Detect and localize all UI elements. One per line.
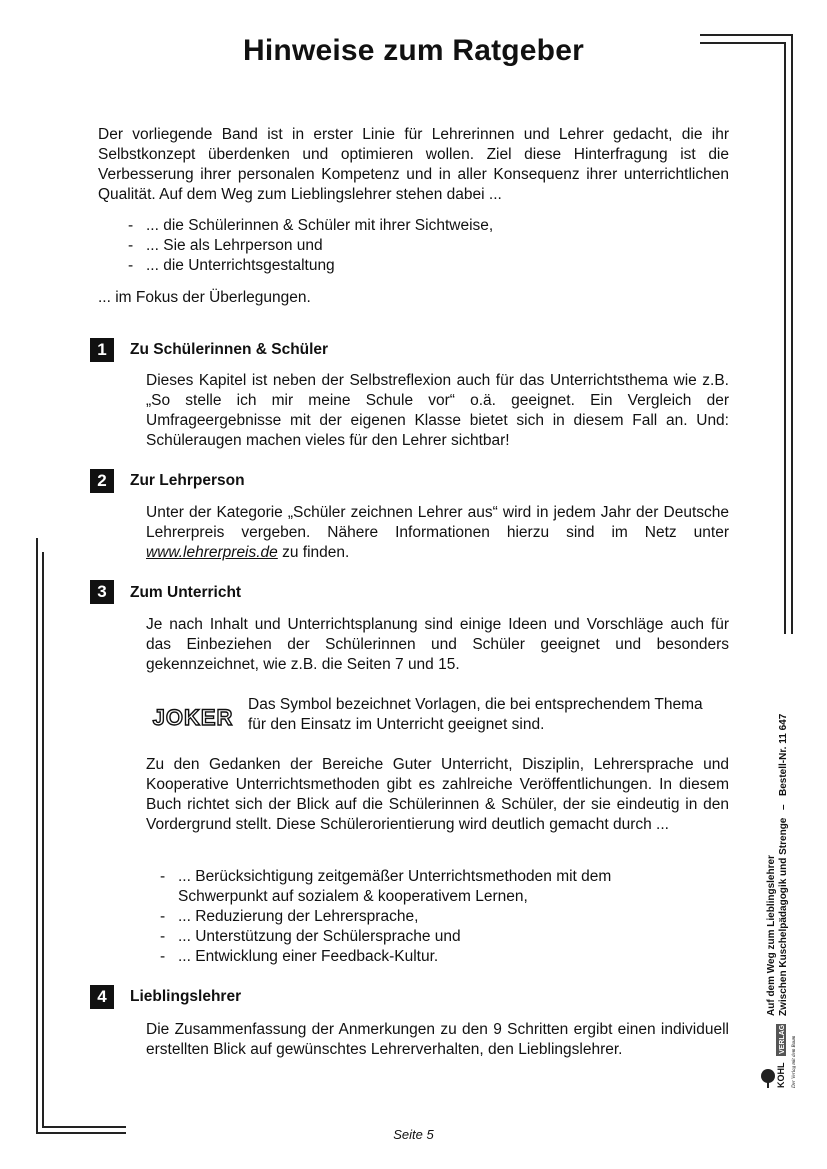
bullet-dash: -	[128, 237, 134, 254]
list-item	[128, 216, 728, 236]
bullet-text: ... Sie als Lehrperson und	[146, 237, 323, 254]
section-1-text: Dieses Kapitel ist neben der Selbstreflexion auch für das Unterrichtsthema wie z.B. „So stelle ich mir meine Schule vor“ o.ä. geeignet. Ein Vergleich der Umfrageergebnisse mit der eigenen Klasse bietet sich in diesem Fall an. Und: Schüleraugen machen vieles für den Lehrer sichtbar!	[146, 372, 729, 449]
list-item	[160, 867, 680, 907]
section-2-text-after: zu finden.	[277, 544, 350, 561]
lehrerpreis-link[interactable]: www.lehrerpreis.de	[146, 544, 278, 561]
section-title-4: Lieblingslehrer	[130, 988, 242, 1005]
bullet-dash: -	[160, 908, 166, 925]
bullet-text: ... Berücksichtigung zeitgemäßer Unterrichtsmethoden mit dem Schwerpunkt auf sozialem & kooperativem Lernen,	[178, 868, 612, 905]
section-number-1: 1	[90, 338, 114, 362]
intro-text: Der vorliegende Band ist in erster Linie für Lehrerinnen und Lehrer gedacht, die ihr Selbstkonzept überdenken und optimieren wollen. Ziel diese Hinterfragung ist die Verbesserung ihrer personalen Kompetenz und in aller Konsequenz ihrer unterrichtlichen Qualität. Auf dem Weg zum Lieblingslehrer stehen dabei ...	[98, 126, 729, 203]
section-4-paragraph	[146, 1020, 729, 1060]
bullet-dash: -	[160, 868, 166, 885]
list-item	[160, 947, 680, 967]
bullet-dash: -	[128, 217, 134, 234]
bullet-dash: -	[128, 257, 134, 274]
list-item	[128, 236, 728, 256]
list-item	[160, 907, 680, 927]
publisher-slogan: Der Verlag mit dem Baum	[792, 1035, 797, 1088]
frame-top-right-v1	[784, 44, 786, 634]
section-number-4: 4	[90, 985, 114, 1009]
section-number-2: 2	[90, 469, 114, 493]
section-number-3: 3	[90, 580, 114, 604]
section-3-bullet-list	[160, 867, 680, 967]
section-title-3: Zum Unterricht	[130, 584, 242, 601]
section-3-paragraph	[146, 615, 729, 675]
list-item	[128, 256, 728, 276]
tree-icon	[761, 1069, 775, 1088]
bullet-text: ... Entwicklung einer Feedback-Kultur.	[178, 948, 439, 965]
intro-closing-text: ... im Fokus der Überlegungen.	[98, 289, 311, 306]
joker-description	[248, 695, 718, 735]
page-number: Seite 5	[393, 1127, 434, 1142]
section-3-text-2: Zu den Gedanken der Bereiche Guter Unterricht, Disziplin, Lehrersprache und Kooperative Unterrichtsmethoden gibt es zahlreiche Veröffentlichungen. In diesem Buch richtet sich der Blick auf die Schülerinnen & Schüler, der sie eindeutig in den Vordergrund stellt. Diese Schülerorientierung wird deutlich gemacht durch ...	[146, 756, 729, 833]
sidebar-subtitle: Zwischen Kuschelpädagogik und Strenge	[778, 817, 789, 1016]
joker-text: Das Symbol bezeichnet Vorlagen, die bei entsprechendem Thema für den Einsatz im Unterricht geeignet sind.	[248, 696, 703, 733]
sidebar-title: Auf dem Weg zum Lieblingslehrer	[766, 855, 777, 1016]
section-1-paragraph	[146, 371, 729, 451]
bullet-text: ... die Schülerinnen & Schüler mit ihrer Sichtweise,	[146, 217, 494, 234]
sidebar-separator: –	[778, 804, 789, 810]
publisher-badge: VERLAG	[779, 1024, 786, 1054]
section-3-paragraph-2	[146, 755, 729, 835]
bullet-text: ... die Unterrichtsgestaltung	[146, 257, 335, 274]
frame-top-right-v2	[791, 34, 793, 634]
section-4-text: Die Zusammenfassung der Anmerkungen zu den 9 Schritten ergibt einen individuell erstellten Blick auf gewünschtes Lehrerverhalten, den Lieblingslehrer.	[146, 1021, 729, 1058]
page-title: Hinweise zum Ratgeber	[243, 34, 584, 67]
section-2-text	[146, 503, 729, 563]
section-title-1: Zu Schülerinnen & Schüler	[130, 341, 329, 358]
section-3-text: Je nach Inhalt und Unterrichtsplanung sind einige Ideen und Vorschläge auch für das Einbeziehen der Schülerinnen und Schüler geeignet und besonders gekennzeichnet, wie z.B. die Seiten 7 und 15.	[146, 616, 729, 673]
section-title-2: Zur Lehrperson	[130, 472, 245, 489]
publisher-name: KOHL	[776, 1062, 786, 1088]
publisher-sidebar	[760, 710, 802, 1090]
section-2-text-before: Unter der Kategorie „Schüler zeichnen Lehrer aus“ wird in jedem Jahr der Deutsche Lehrerpreis vergeben. Nähere Informationen hierzu sind im Netz unter	[146, 504, 729, 541]
frame-bottom-left-v1	[36, 538, 38, 1134]
intro-paragraph	[98, 125, 729, 205]
sidebar-order-number: Bestell-Nr. 11 647	[778, 713, 789, 796]
section-2-paragraph	[146, 503, 729, 563]
frame-bottom-left-v2	[42, 552, 44, 1128]
intro-closing	[98, 288, 729, 308]
joker-label: JOKER	[152, 705, 234, 730]
intro-bullet-list	[128, 216, 728, 276]
list-item	[160, 927, 680, 947]
joker-icon	[150, 700, 236, 734]
bullet-dash: -	[160, 948, 166, 965]
bullet-dash: -	[160, 928, 166, 945]
bullet-text: ... Reduzierung der Lehrersprache,	[178, 908, 419, 925]
bullet-text: ... Unterstützung der Schülersprache und	[178, 928, 461, 945]
